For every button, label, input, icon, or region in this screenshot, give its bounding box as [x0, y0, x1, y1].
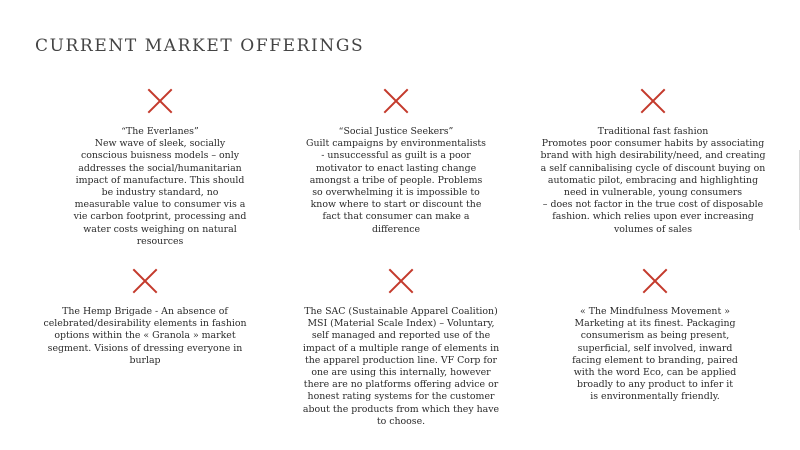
card-traditional-fast-fashion — [528, 88, 778, 236]
cross-icon — [147, 88, 173, 114]
page-title: CURRENT MARKET OFFERINGS — [35, 36, 365, 56]
cross-icon — [383, 88, 409, 114]
card-hemp-brigade — [20, 268, 270, 367]
card-text: « The Mindfulness Movement » Marketing at its finest. Packaging consumerism as being present, superficial, self involved, inward facing element to branding, paired with the word Eco, can be applied broadly to any product to infer it is environmentally friendly. — [572, 306, 738, 403]
card-text: Traditional fast fashion Promotes poor consumer habits by associating brand with high desirability/need, and creating a self cannibalising cycle of discount buying on automatic pilot, embracing and highlighting need in vulnerable, young consumers – does not factor in the true cost of disposable fashion. which relies upon ever increasing volumes of sales — [540, 126, 766, 235]
card-sac-msi — [276, 268, 526, 428]
cross-icon — [388, 268, 414, 294]
card-everlanes — [35, 88, 285, 248]
card-text: The Hemp Brigade - An absence of celebrated/desirability elements in fashion options within the « Granola » market segment. Visions of dressing everyone in burlap — [43, 306, 247, 366]
cross-icon — [640, 88, 666, 114]
card-text: “The Everlanes” New wave of sleek, socially conscious buisness models – only addresses the social/humanitarian impact of manufacture. This should be industry standard, no measurable value to consumer vis a vie carbon footprint, processing and water costs weighing on natural resources — [73, 126, 247, 247]
card-social-justice-seekers — [271, 88, 521, 236]
cross-icon — [642, 268, 668, 294]
card-text: The SAC (Sustainable Apparel Coalition) MSI (Material Scale Index) – Voluntary, self managed and reported use of the impact of a multiple range of elements in the apparel production line. VF Corp for one are using this internally, however there are no platforms offering advice or honest rating systems for the customer about the products from which they have to choose. — [302, 306, 500, 427]
card-mindfulness-movement — [530, 268, 780, 404]
card-text: “Social Justice Seekers” Guilt campaigns by environmentalists - unsuccessful as guilt is a poor motivator to enact lasting change amongst a tribe of people. Problems so overwhelming it is impossible to know where to start or discount the fact that consumer can make a difference — [306, 126, 486, 235]
cross-icon — [132, 268, 158, 294]
